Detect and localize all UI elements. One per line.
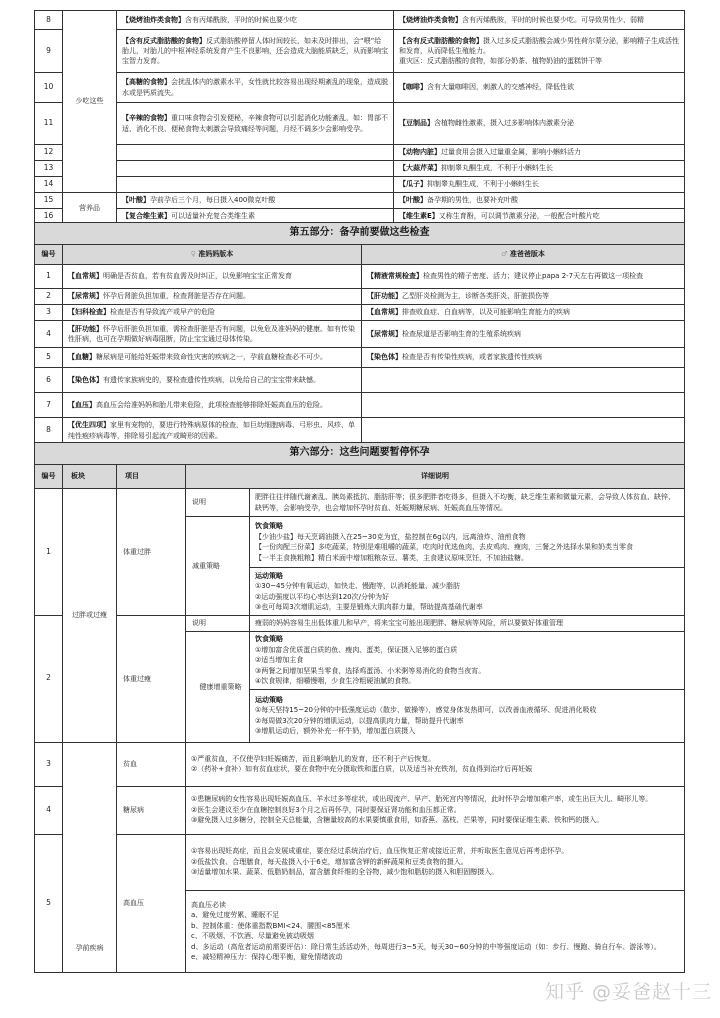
row-number: 9 (35, 30, 63, 73)
col-header-block: 板块 (63, 465, 117, 489)
row-number: 10 (35, 73, 63, 103)
item-label: 高血压 (117, 834, 186, 972)
female-cell: 【叶酸】孕前孕后三个月，每日摄入400微克叶酸 (117, 193, 394, 209)
table-row (35, 742, 685, 786)
detail-text: ①容易出现妊高症，而且会发展成重症，要在经过系统治疗后，血压恢复正常或接近正常，并听取医生意见后再考虑怀孕。 ②低盐饮食、合理膳食，每天盐摄入小于6克，增加富含钾的新鲜蔬果和豆类食物的摄入。 ③适量增加水果、蔬菜、低脂奶制品，富含膳食纤维的全谷物，减少饱和脂肪的摄入和胆固醇摄入。 (186, 834, 685, 890)
male-cell: 【维生素E】又称生育酚，可以调节激素分泌，一般配合叶酸片吃 (394, 209, 685, 225)
row-number: 2 (35, 616, 63, 743)
col-header-no: 编号 (35, 245, 63, 265)
male-cell: 【咖啡】含有大量咖啡因，刺激人的交感神经，降低性欲 (394, 73, 685, 103)
female-cell (117, 177, 394, 193)
female-cell: 【血糖】糖尿病是可能给妊娠带来致命性灾害的疾病之一，孕前血糖检查必不可少。 (63, 348, 362, 368)
male-cell: 【豆制品】含植物雌性激素，摄入过多影响体内激素分泌 (394, 103, 685, 145)
strategy-label: 减重策略 (186, 517, 250, 616)
female-cell: 【妇科检查】检查是否有导致流产或早产的危险 (63, 305, 362, 321)
row-number: 4 (35, 321, 63, 348)
female-cell: 【血常规】明确是否贫血，若有贫血需及时纠正，以免影响宝宝正常发育 (63, 265, 362, 289)
female-cell: 【优生四项】家里有宠物的，要进行特殊病原体的检查，如巨幼细胞病毒、弓形虫、风疹、单纯性疱疹病毒等，排除易引起流产或畸形的因素。 (63, 418, 362, 444)
table-row (35, 348, 685, 368)
male-cell (362, 418, 685, 444)
male-cell: 【染色体】检查是否有传染性疾病，或者家族遗传性疾病 (362, 348, 685, 368)
part-five-table (34, 222, 685, 444)
female-icon: ♀ (190, 250, 196, 259)
section-title: 第五部分：备孕前要做这些检查 (35, 223, 685, 245)
female-cell: 【高糖的食物】会扰乱体内的激素水平，女性就比较容易出现经期紊乱的现象，造成脱水或是钙质流失。 (117, 73, 394, 103)
row-number: 15 (35, 193, 63, 209)
exercise-strategy: 运动策略 ①30~45分钟有氧运动，如快走、慢跑等，以消耗能量、减少脂肪 ②运动强度以平均心率达到120次/分钟为好 ③也可每周3次增肌运动，主要是锻炼大肌肉群力量，帮助提高基础代谢率 (250, 568, 685, 616)
desc-label: 说明 (186, 489, 250, 517)
male-cell (362, 368, 685, 393)
desc-text: 肥胖往往伴随代谢紊乱、胰岛素抵抗、脂肪肝等；很多肥胖者吃得多，但摄入不均衡，缺乏维生素和微量元素，会导致人体贫血、缺锌、缺钙等，会影响受孕，也会增加怀孕时贫血、妊娠期糖尿病、妊娠高血压等情况。 (250, 489, 685, 517)
male-icon: ♂ (501, 250, 508, 259)
table-row (35, 489, 685, 517)
row-number: 7 (35, 393, 63, 418)
table-row (35, 393, 685, 418)
block-weight: 过胖或过瘦 (63, 489, 117, 743)
table-row (35, 305, 685, 321)
diet-strategy: 饮食策略 ①增加富含优质蛋白质的鱼、瘦肉、蛋类，保证摄入足够的蛋白质 ②适当增加主食 ③两餐之间增加坚果当零食，选择鸡蛋汤、小米粥等易消化的食物当夜宵。 ④饮食规律，细嚼慢咽，少食生冷粗硬油腻的食物。 (250, 632, 685, 690)
male-cell (362, 393, 685, 418)
section-title: 第六部分：这些问题要暂停怀孕 (35, 443, 685, 465)
category-nutrition: 营养品 (63, 193, 117, 225)
male-cell: 【血常规】排查败血症、白血病等，以及可能影响生育能力的疾病 (362, 305, 685, 321)
row-number: 3 (35, 305, 63, 321)
table-row (35, 30, 685, 73)
table-row (35, 103, 685, 145)
female-cell: 【含有反式脂肪酸的食物】反式脂肪酸停留人体时间较长，如未及时排出，会“喂”给胎儿，对胎儿的中枢神经系统发育产生不良影响，还会造成大脑能质缺乏，从而影响宝宝智力发育。 (117, 30, 394, 73)
male-cell: 【动物内脏】过量食用会摄入过量重金属，影响小蝌蚪活力 (394, 145, 685, 161)
male-cell: 【精液常规检查】检查男性的精子密度、活力；建议停止papa 2-7天左右再做这一项检查 (362, 265, 685, 289)
row-number: 14 (35, 177, 63, 193)
diet-strategy: 饮食策略 【少油少盐】每天烹调油摄入在25~30克为宜，盐控制在6g以内，远离油炸、油煎食物 【一份肉配三份菜】多吃蔬菜，特别是难咀嚼的蔬菜，吃肉时优选鱼肉、去皮鸡肉、瘦肉，三餐之外选择水果和奶类当零食 【一半主食换粗粮】精白米面中增加粗粮杂豆、薯类，主食建议原味烹饪，不加油盐糖。 (250, 517, 685, 568)
item-label: 糖尿病 (117, 786, 186, 834)
male-cell: 【肝功能】乙型肝炎检测为主，诊断各类肝炎、肝脏损伤等 (362, 289, 685, 305)
desc-label: 说明 (186, 616, 250, 632)
col-header-detail: 详细说明 (186, 465, 685, 489)
male-cell: 【瓜子】抑制睾丸酮生成，不利于小蝌蚪生长 (394, 177, 685, 193)
header-row (35, 245, 685, 265)
header-row (35, 465, 685, 489)
female-cell: 【尿常规】怀孕后肾脏负担加重，检查肾脏是否存在问题。 (63, 289, 362, 305)
female-cell: 【复合维生素】可以适量补充复合类维生素 (117, 209, 394, 225)
item-label: 体重过胖 (117, 489, 186, 616)
col-header-female: ♀ 准妈妈版本 (63, 245, 362, 265)
row-number: 1 (35, 489, 63, 616)
block-disease: 孕前疾病 (63, 742, 117, 972)
male-cell: 【叶酸】备孕期的男性，也要补充叶酸 (394, 193, 685, 209)
male-cell: 【含有反式脂肪酸的食物】摄入过多反式脂肪酸会减少男性荷尔蒙分泌，影响精子生成活性和发育，从而降低生殖能力。 重灾区：反式脂肪酸的食物，如部分奶茶、植物奶油的蛋糕饼干等 (394, 30, 685, 73)
row-number: 13 (35, 161, 63, 177)
exercise-strategy: 运动策略 ①每天坚持15~20分钟的中低强度运动（散步、做操等），感觉身体发热即可，以改善血液循环、促进消化吸收 ②每周做3次20分钟的增肌运动，以提高肌肉力量，帮助提升代谢率 ③增肌运动后，额外补充一杯牛奶，增加蛋白质摄入 (250, 689, 685, 742)
detail-text: ①患糖尿病的女性容易出现妊娠高血压、羊水过多等症状，或出现流产、早产、胎死宫内等情况，此时怀孕会增加难产率，或生出巨大儿、畸形儿等。 ②医生会建议至少在血糖控制良好3个月之后再怀孕，同时要保证肾功能和血压都正常。 ③避免摄入过多糖分，控制全天总能量，含糖量较高的水果要慎重食用，如香蕉、荔枝、芒果等，同时要保证维生素、铁和钙的摄入。 (186, 786, 685, 834)
row-number: 2 (35, 289, 63, 305)
table-row (35, 321, 685, 348)
row-number: 4 (35, 786, 63, 834)
table-row (35, 265, 685, 289)
table-row (35, 193, 685, 209)
male-cell: 【大蒜芹菜】抑制睾丸酮生成，不利于小蝌蚪生长 (394, 161, 685, 177)
table-row (35, 368, 685, 393)
item-label: 贫血 (117, 742, 186, 786)
table-row (35, 418, 685, 444)
item-label: 体重过瘦 (117, 616, 186, 743)
part-four-table (34, 10, 685, 225)
table-row (35, 11, 685, 30)
table-row (35, 73, 685, 103)
female-cell: 【肝功能】怀孕后肝脏负担加重，需检查肝脏是否有问题，以免危及准妈妈的健康。如有传染性肝病，也可在孕期做好病毒阻断，防止宝宝通过母体传染。 (63, 321, 362, 348)
table-row (35, 161, 685, 177)
col-header-no: 编号 (35, 465, 63, 489)
row-number: 5 (35, 834, 63, 972)
row-number: 6 (35, 368, 63, 393)
table-row (35, 786, 685, 834)
table-row (35, 616, 685, 632)
female-cell (117, 161, 394, 177)
part-six-table (34, 442, 685, 973)
row-number: 12 (35, 145, 63, 161)
category-eat-less: 少吃这些 (63, 11, 117, 193)
female-cell: 【染色体】有遗传家族病史的，要检查遗传性疾病，以免给自己的宝宝带来缺憾。 (63, 368, 362, 393)
col-header-male: ♂ 准爸爸版本 (362, 245, 685, 265)
detail-text: ①严重贫血，不仅使孕妇妊娠痛苦，而且影响胎儿的发育，还不利于产后恢复。 ②（药补+食补）如有贫血症状，要在食物中充分摄取铁和蛋白质，以及适当补充铁剂，贫血得到治疗后再妊娠 (186, 742, 685, 786)
female-cell: 【血压】高血压会给准妈妈和胎儿带来危险，此项检查能够排除妊娠高血压的危险。 (63, 393, 362, 418)
female-cell (117, 145, 394, 161)
male-cell: 【烧烤油炸类食物】含有丙烯酰胺，平时的时候也要少吃。可导致男性少、弱精 (394, 11, 685, 30)
desc-text: 瘦弱的妈妈容易生出低体重儿和早产，将来宝宝可能出现肥胖、糖尿病等风险，所以要做好体重管理 (250, 616, 685, 632)
female-cell: 【烧烤油炸类食物】含有丙烯酰胺，平时的时候也要少吃 (117, 11, 394, 30)
table-row (35, 834, 685, 890)
row-number: 16 (35, 209, 63, 225)
watermark: 知乎 @妥爸赵十三 (544, 981, 712, 1003)
table-row (35, 145, 685, 161)
row-number: 8 (35, 418, 63, 444)
row-number: 1 (35, 265, 63, 289)
female-cell: 【辛辣的食物】重口味食物会引发便秘，辛辣食物可以引起消化功能紊乱，如：胃部不适、消化不良、便秘食物太刺激会导致痛经等问题，月经不调多少会影响受孕。 (117, 103, 394, 145)
row-number: 11 (35, 103, 63, 145)
row-number: 5 (35, 348, 63, 368)
col-header-item: 项目 (117, 465, 186, 489)
strategy-label: 健康增重策略 (186, 632, 250, 743)
table-row (35, 177, 685, 193)
must-read-block: 高血压必读 a、避免过度劳累、睡眠不足 b、控制体重：使体重指数BMI<24、腰围<85厘米 c、不吸烟、不饮酒、尽量避免被动吸烟 d、多运动（高危者运动前需要评估）：除日常生活活动外，每周进行3~5天，每天30~60分钟的中等强度运动（如：步行、慢跑、骑自行车、游泳等）。 e、减轻精神压力：保持心理平衡，避免情绪波动 (186, 890, 685, 972)
row-number: 3 (35, 742, 63, 786)
male-cell: 【尿常规】检查尿道是否影响生育的生殖系统疾病 (362, 321, 685, 348)
table-row (35, 289, 685, 305)
row-number: 8 (35, 11, 63, 30)
